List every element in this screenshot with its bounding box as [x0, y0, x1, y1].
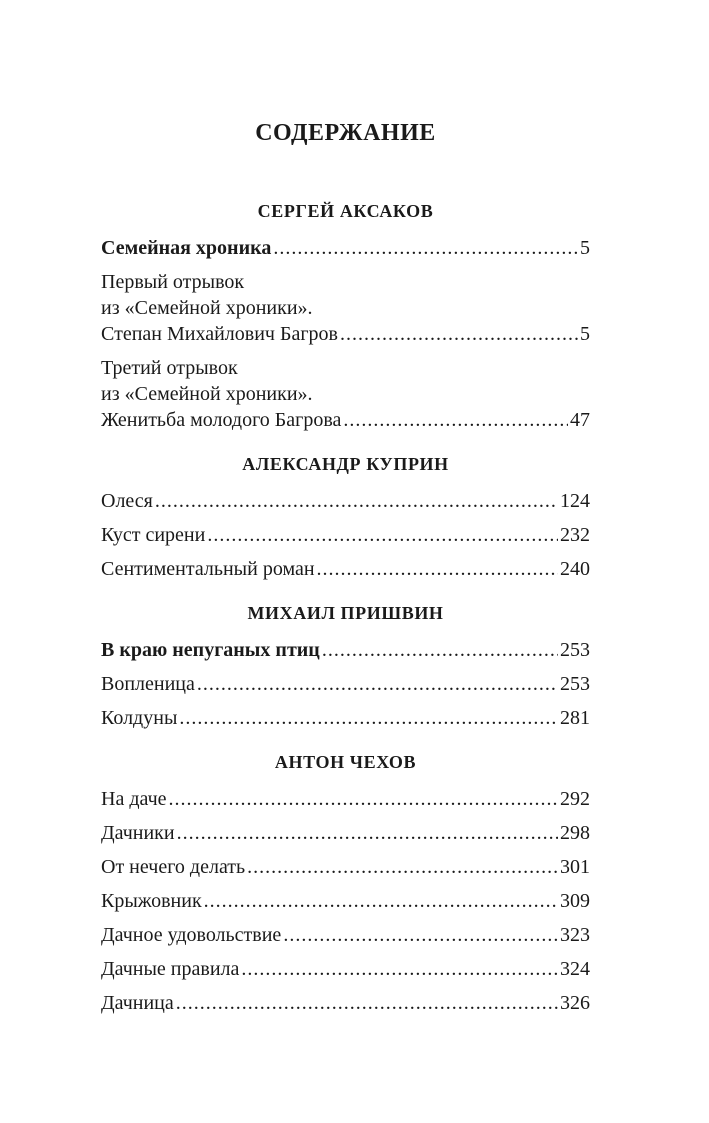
toc-entry-subtitle-line: из «Семейной хроники». — [101, 297, 313, 319]
toc-entry-line — [101, 407, 590, 433]
author-heading: АНТОН ЧЕХОВ — [274, 752, 417, 772]
toc-entry-line — [101, 854, 590, 880]
toc-entry-subtitle-line: Третий отрывок — [101, 357, 238, 379]
toc-entry-line — [101, 820, 590, 846]
dot-leader — [241, 956, 558, 982]
toc-entry-title: Куст сирени — [101, 524, 206, 546]
toc-entry-line — [101, 637, 590, 663]
page-number: 5 — [580, 237, 590, 259]
table-of-contents — [101, 118, 590, 1024]
page-number: 47 — [570, 409, 590, 431]
dot-leader — [177, 820, 558, 846]
toc-entry-subtitle-line: Первый отрывок — [101, 271, 245, 293]
toc-entry[interactable] — [101, 854, 590, 880]
author-heading: АЛЕКСАНДР КУПРИН — [242, 454, 449, 474]
toc-entry[interactable] — [101, 922, 590, 948]
dot-leader — [322, 637, 558, 663]
page-number: 240 — [560, 558, 590, 580]
toc-entry-title: Семейная хроника — [101, 237, 272, 259]
toc-entry-title: На даче — [101, 788, 167, 810]
toc-entry-line — [101, 671, 590, 697]
toc-entry[interactable] — [101, 269, 590, 347]
toc-entry[interactable] — [101, 990, 590, 1016]
toc-entry[interactable] — [101, 956, 590, 982]
page-title: СОДЕРЖАНИЕ — [255, 120, 436, 146]
dot-leader — [207, 522, 558, 548]
dot-leader — [204, 888, 558, 914]
dot-leader — [155, 488, 558, 514]
toc-entry[interactable] — [101, 705, 590, 731]
page-number: 253 — [560, 639, 590, 661]
author-section — [101, 602, 590, 731]
toc-entry-line — [101, 956, 590, 982]
toc-entry-line — [101, 922, 590, 948]
toc-entry-title: Дачные правила — [101, 958, 240, 980]
toc-entry-line — [101, 888, 590, 914]
author-section — [101, 200, 590, 433]
toc-entry-title: Колдуны — [101, 707, 178, 729]
toc-entry-title: От нечего делать — [101, 856, 246, 878]
toc-entry-line — [101, 522, 590, 548]
toc-entry-title: Олеся — [101, 490, 153, 512]
toc-entry-title: Дачница — [101, 992, 174, 1014]
author-section — [101, 751, 590, 1016]
toc-entry[interactable] — [101, 235, 590, 261]
toc-entry[interactable] — [101, 888, 590, 914]
page-number: 323 — [560, 924, 590, 946]
toc-entry-title: Дачники — [101, 822, 175, 844]
toc-entry-title: Женитьба молодого Багрова — [101, 409, 342, 431]
author-heading: СЕРГЕЙ АКСАКОВ — [257, 201, 434, 221]
page-number: 253 — [560, 673, 590, 695]
toc-entry[interactable] — [101, 488, 590, 514]
page-number: 301 — [560, 856, 590, 878]
toc-entry-title: Степан Михайлович Багров — [101, 323, 338, 345]
toc-entry[interactable] — [101, 522, 590, 548]
page-number: 124 — [560, 490, 590, 512]
toc-entry[interactable] — [101, 671, 590, 697]
toc-entry-line — [101, 488, 590, 514]
dot-leader — [317, 556, 558, 582]
dot-leader — [273, 235, 578, 261]
dot-leader — [179, 705, 558, 731]
author-section — [101, 453, 590, 582]
toc-entry-title: Вопленица — [101, 673, 195, 695]
page-number: 292 — [560, 788, 590, 810]
toc-entry-line — [101, 321, 590, 347]
page-number: 324 — [560, 958, 590, 980]
page-number: 232 — [560, 524, 590, 546]
page-number: 309 — [560, 890, 590, 912]
toc-entry-title: Сентиментальный роман — [101, 558, 315, 580]
dot-leader — [343, 407, 568, 433]
dot-leader — [340, 321, 578, 347]
dot-leader — [247, 854, 558, 880]
toc-entry-title: В краю непуганых птиц — [101, 639, 320, 661]
page-number: 5 — [580, 323, 590, 345]
toc-entry[interactable] — [101, 355, 590, 433]
toc-entry[interactable] — [101, 637, 590, 663]
toc-entry-title: Крыжовник — [101, 890, 202, 912]
toc-entry-title: Дачное удовольствие — [101, 924, 282, 946]
toc-entry-line — [101, 990, 590, 1016]
toc-entry-line — [101, 556, 590, 582]
toc-entry-line — [101, 235, 590, 261]
toc-entry[interactable] — [101, 820, 590, 846]
dot-leader — [169, 786, 558, 812]
toc-entry[interactable] — [101, 556, 590, 582]
toc-entry-subtitle-line: из «Семейной хроники». — [101, 383, 313, 405]
dot-leader — [197, 671, 558, 697]
toc-entry-line — [101, 705, 590, 731]
toc-entry[interactable] — [101, 786, 590, 812]
page-number: 298 — [560, 822, 590, 844]
page-number: 281 — [560, 707, 590, 729]
author-heading: МИХАИЛ ПРИШВИН — [247, 603, 444, 623]
dot-leader — [176, 990, 558, 1016]
page-number: 326 — [560, 992, 590, 1014]
dot-leader — [283, 922, 558, 948]
sections-container — [101, 200, 590, 1016]
toc-entry-line — [101, 786, 590, 812]
